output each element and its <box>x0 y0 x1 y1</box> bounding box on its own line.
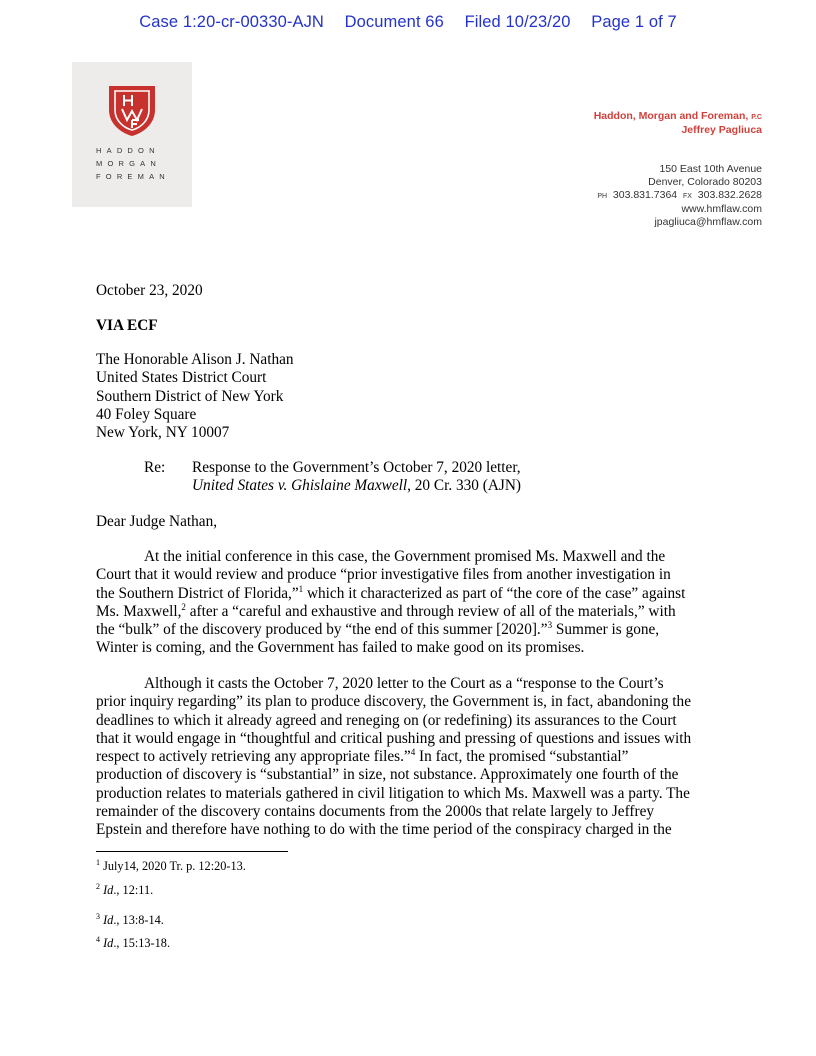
re-case-number: , 20 Cr. 330 (AJN) <box>407 477 521 495</box>
text-line: At the initial conference in this case, the Government promised Ms. Maxwell and the <box>144 548 666 565</box>
logo-word-3: FOREMAN <box>96 172 170 181</box>
footnote-text: ., 12:11. <box>113 883 154 897</box>
text-segment: after a “careful and exhaustive and through review of all of the materials,” with <box>185 602 676 620</box>
text-segment: Ms. Maxwell, <box>96 602 182 620</box>
text-line: Although it casts the October 7, 2020 letter to the Court as a “response to the Court’s <box>144 675 664 692</box>
recipient-line: 40 Foley Square <box>96 405 197 423</box>
text-line: Court that it would review and produce “prior investigative files from another investigation in <box>96 566 671 584</box>
recipient-line: Southern District of New York <box>96 387 284 405</box>
text-segment: the “bulk” of the discovery produced by “the end of this summer [2020].” <box>96 621 548 639</box>
re-block <box>96 459 721 496</box>
firm-logo <box>72 62 192 207</box>
footnote-id: Id <box>103 936 114 950</box>
text-segment: In fact, the promised “substantial” <box>415 748 629 766</box>
case-number: Case 1:20-cr-00330-AJN <box>139 13 324 31</box>
footnote-text: July14, 2020 Tr. p. 12:20-13. <box>103 859 246 873</box>
footnote-number: 4 <box>96 934 100 944</box>
recipient-line: The Honorable Alison J. Nathan <box>96 351 294 368</box>
text-segment: the Southern District of Florida,” <box>96 584 299 602</box>
text-line: Winter is coming, and the Government has failed to make good on its promises. <box>96 639 585 657</box>
footnote-id: Id <box>103 883 114 897</box>
footnote-id: Id <box>103 913 114 927</box>
paragraph-1 <box>96 548 721 658</box>
footnote-2 <box>96 883 153 898</box>
recipient-block <box>96 351 721 442</box>
firm-name: Haddon, Morgan and Foreman, <box>593 110 749 122</box>
footnote-divider <box>96 851 288 852</box>
recipient-line: United States District Court <box>96 369 267 387</box>
text-line: prior inquiry regarding” its plan to produce discovery, the Government is, in fact, abandoning the <box>96 693 691 711</box>
re-line: Response to the Government’s October 7, 2020 letter, <box>192 459 521 476</box>
text-line: production of discovery is “substantial” in size, not substance. Approximately one fourth of the <box>96 766 679 784</box>
phone: 303.831.7364 <box>612 189 678 201</box>
text-line: deadlines to which it already agreed and reneging on (or redefining) its assurances to the Court <box>96 711 677 729</box>
footnote-text: ., 15:13-18. <box>113 936 171 950</box>
text-segment: Summer is gone, <box>552 621 660 639</box>
shield-monogram-icon <box>105 82 159 138</box>
logo-word-2: MORGAN <box>96 159 161 168</box>
footnote-ref: 3 <box>547 620 553 631</box>
letter-date: October 23, 2020 <box>96 282 203 299</box>
phone-label: PH <box>597 193 608 200</box>
footnote-text: ., 13:8-14. <box>113 913 164 927</box>
footnote-number: 2 <box>96 881 100 891</box>
footnote-ref: 2 <box>181 601 186 612</box>
paragraph-2 <box>96 675 721 840</box>
fax: 303.832.2628 <box>697 189 762 201</box>
firm-suffix: P.C <box>751 114 762 121</box>
footnote-ref: 4 <box>410 747 416 758</box>
re-case-name: United States v. Ghislaine Maxwell <box>192 477 408 495</box>
recipient-line: New York, NY 10007 <box>96 424 230 442</box>
footnote-3 <box>96 913 164 928</box>
text-line: that it would engage in “thoughtful and critical pushing and pressing of questions and issues with <box>96 729 692 747</box>
address-street: 150 East 10th Avenue <box>659 163 762 175</box>
text-segment: which it characterized as part of “the core of the case” against <box>303 584 686 602</box>
email: jpagliuca@hmflaw.com <box>654 216 762 228</box>
firm-block <box>594 110 762 137</box>
re-label: Re: <box>144 459 166 476</box>
attorney-name: Jeffrey Pagliuca <box>681 124 762 136</box>
address-city: Denver, Colorado 80203 <box>648 176 762 188</box>
address-block <box>597 163 762 229</box>
text-line: production relates to materials gathered in civil litigation to which Ms. Maxwell was a party. The <box>96 784 690 802</box>
delivery-method: VIA ECF <box>96 317 158 334</box>
document-number: Document 66 <box>344 13 444 31</box>
footnote-1 <box>96 859 246 874</box>
footnote-ref: 1 <box>298 583 304 594</box>
footnote-number: 3 <box>96 911 100 921</box>
website: www.hmflaw.com <box>681 203 762 215</box>
case-header <box>0 13 816 32</box>
text-segment: respect to actively retrieving any appropriate files.” <box>96 748 411 766</box>
text-line: remainder of the discovery contains documents from the 2000s that relate largely to Jeffrey <box>96 803 655 821</box>
fax-label: FX <box>682 193 692 200</box>
text-line: Epstein and therefore have nothing to do with the time period of the conspiracy charged in the <box>96 821 672 839</box>
footnote-number: 1 <box>96 857 100 867</box>
logo-word-1: HADDON <box>96 146 160 155</box>
page-number: Page 1 of 7 <box>591 13 677 31</box>
footnote-4 <box>96 936 170 951</box>
filed-date: Filed 10/23/20 <box>464 13 571 31</box>
salutation: Dear Judge Nathan, <box>96 513 218 530</box>
